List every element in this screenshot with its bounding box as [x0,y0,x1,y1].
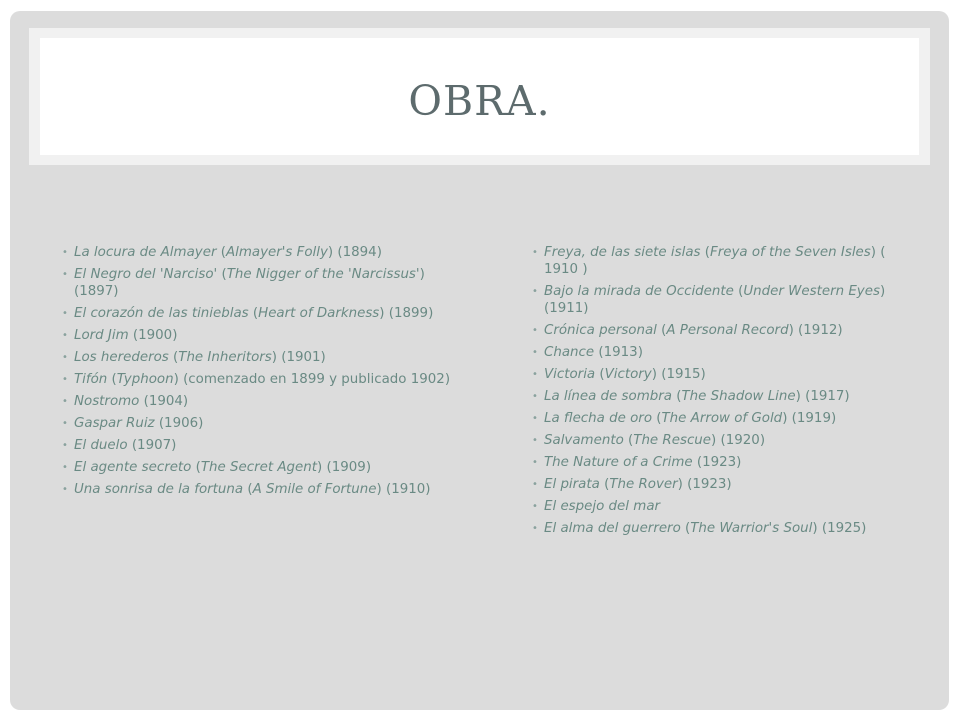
bullet-icon: • [532,247,538,258]
item-title-text: Bajo la mirada de Occidente [544,284,734,299]
bullet-icon: • [532,347,538,358]
item-title-text: Under Western Eyes [743,284,880,299]
list-item [532,476,916,493]
item-text: ) (1899) [379,306,434,321]
item-text: ( [623,433,634,448]
list-item [532,244,916,278]
item-text: ) (1925) [812,521,867,536]
item-text: (1923) [692,455,742,470]
list-item [62,305,452,322]
item-text: ( [107,372,117,387]
bullet-icon: • [532,391,538,402]
list-item [62,327,452,344]
item-text: ( [248,306,259,321]
item-title-text: La locura de Almayer [74,245,217,260]
bullet-icon: • [532,501,538,512]
item-title-text: Almayer's Folly [225,245,328,260]
item-title-text: Victoria [544,367,596,382]
list-item [62,244,452,261]
item-text: (1907) [127,438,177,453]
item-title-text: Freya, de las siete islas [544,245,701,260]
item-text: (1900) [128,328,178,343]
item-title-text: Typhoon [116,372,174,387]
item-title-text: The Rover [609,477,678,492]
bullet-icon: • [62,247,68,258]
item-title-text: Tifón [74,372,108,387]
item-title-text: La línea de sombra [544,389,672,404]
item-title-text: Crónica personal [544,323,657,338]
item-text: ) (comenzado en 1899 y publicado 1902) [173,372,451,387]
item-text: ( [599,477,610,492]
list-item [532,366,916,383]
item-text: ) (1901) [271,350,326,365]
item-text: ( [656,323,667,338]
bullet-icon: • [532,479,538,490]
item-text: ( [680,521,691,536]
item-title-text: El duelo [74,438,128,453]
item-title-text: El corazón de las tinieblas [74,306,249,321]
item-title-text: The Inheritors [178,350,272,365]
item-text: ) (1909) [317,460,372,475]
item-title-text: Nostromo [74,394,140,409]
item-text: ) ( 1910 ) [544,245,886,277]
item-title-text: Salvamento [544,433,624,448]
item-title-text: El alma del guerrero [544,521,681,536]
list-item [532,432,916,449]
bullet-icon: • [532,457,538,468]
list-item [62,415,452,432]
item-title-text: Los herederos [74,350,169,365]
item-text: ( [595,367,605,382]
bullet-icon: • [62,308,68,319]
bullet-icon: • [532,369,538,380]
item-text: ) (1915) [651,367,706,382]
item-title-text: Freya of the Seven Isles [710,245,871,260]
item-title-text: A Personal Record [666,323,789,338]
bullet-icon: • [62,440,68,451]
item-text: (1906) [154,416,204,431]
list-item [62,349,452,366]
bullet-icon: • [532,286,538,297]
list-item [532,454,916,471]
item-text: ( [216,245,226,260]
item-text: (1904) [139,394,189,409]
list-item [62,393,452,410]
item-title-text: El Negro del 'Narciso' [74,267,218,282]
bullet-icon: • [62,269,68,280]
list-item [532,410,916,427]
list-item [62,459,452,476]
bullet-icon: • [62,484,68,495]
item-text: ) (1912) [788,323,843,338]
list-item [532,520,916,537]
list-item [532,322,916,339]
bullet-icon: • [62,462,68,473]
list-item [532,498,916,515]
item-text: ) (1897) [74,267,425,299]
item-text: ) (1910) [376,482,431,497]
item-title-text: The Arrow of Gold [661,411,783,426]
item-title-text: El pirata [544,477,600,492]
item-text: ) (1923) [677,477,732,492]
list-item [532,283,916,317]
slide [10,11,949,710]
item-text: ( [191,460,201,475]
item-title-text: Chance [544,345,595,360]
list-item [532,344,916,361]
bullet-icon: • [62,374,68,385]
list-item [62,437,452,454]
item-text: ) (1920) [711,433,766,448]
title-band [29,28,930,165]
title-box [40,38,919,155]
list-item [62,371,452,388]
bullet-icon: • [62,396,68,407]
item-text: ) (1919) [782,411,837,426]
list-item [532,388,916,405]
item-title-text: The Shadow Line [681,389,796,404]
item-title-text: The Warrior's Soul [690,521,813,536]
item-text: ) (1911) [544,284,886,316]
item-text: ) (1917) [795,389,850,404]
list-item [62,481,452,498]
item-text: ) (1894) [327,245,382,260]
bullet-icon: • [532,435,538,446]
item-title-text: The Nature of a Crime [544,455,693,470]
item-text: ( [168,350,179,365]
item-title-text: The Nigger of the 'Narcissus' [226,267,420,282]
bullet-icon: • [532,325,538,336]
bullet-icon: • [62,330,68,341]
item-title-text: Una sonrisa de la fortuna [74,482,244,497]
list-item [62,266,452,300]
left-column-list [62,244,452,503]
bullet-icon: • [62,418,68,429]
item-title-text: El espejo del mar [544,499,661,514]
item-text: ( [700,245,711,260]
item-title-text: The Secret Agent [200,460,318,475]
item-title-text: La flecha de oro [544,411,653,426]
item-title-text: Gaspar Ruiz [74,416,155,431]
bullet-icon: • [532,523,538,534]
item-text: ( [217,267,227,282]
item-title-text: A Smile of Fortune [252,482,377,497]
item-text: ( [243,482,253,497]
item-title-text: The Rescue [633,433,712,448]
item-title-text: Heart of Darkness [258,306,380,321]
item-text: ( [652,411,662,426]
item-title-text: El agente secreto [74,460,192,475]
bullet-icon: • [62,352,68,363]
item-text: ( [733,284,744,299]
item-title-text: Victory [604,367,652,382]
item-text: ( [671,389,682,404]
slide-title: OBRA. [408,76,551,125]
right-column-list [532,244,916,542]
bullet-icon: • [532,413,538,424]
item-text: (1913) [594,345,643,360]
item-title-text: Lord Jim [74,328,129,343]
